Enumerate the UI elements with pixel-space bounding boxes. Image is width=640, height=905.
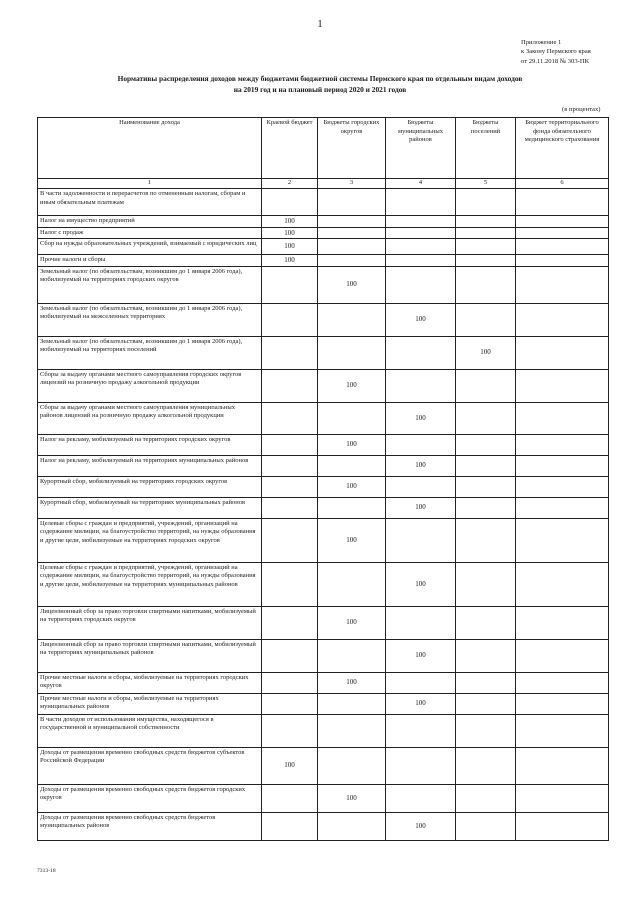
rate-cell xyxy=(516,562,609,606)
document-title xyxy=(40,74,600,95)
rate-cell xyxy=(516,518,609,562)
table-row xyxy=(38,239,609,255)
table-row xyxy=(38,216,609,228)
rate-cell xyxy=(262,369,318,402)
income-name-cell: Целевые сборы с граждан и предприятий, учреждений, организаций на содержание милиции, на благоустройство территорий, на нужды образования и другие цели, мобилизуемые на территориях городских округов xyxy=(38,518,262,562)
column-number: 1 xyxy=(38,179,262,189)
rate-cell xyxy=(262,455,318,476)
column-header: Краевой бюджет xyxy=(262,118,318,179)
table-row xyxy=(38,402,609,434)
rate-cell xyxy=(262,714,318,747)
rate-cell xyxy=(262,606,318,639)
rate-cell: 100 xyxy=(386,402,456,434)
income-name-cell: В части задолженности и перерасчетов по отмененным налогам, сборам и иным обязательным платежам xyxy=(38,189,262,216)
rate-cell xyxy=(318,562,386,606)
income-name-cell: Налог на рекламу, мобилизуемый на территориях муниципальных районов xyxy=(38,455,262,476)
rate-cell xyxy=(516,812,609,840)
rate-cell: 100 xyxy=(262,747,318,784)
rate-cell xyxy=(262,402,318,434)
rate-cell xyxy=(516,216,609,228)
rate-cell xyxy=(456,518,516,562)
table-row xyxy=(38,255,609,267)
appendix-law-line: к Закону Пермского края xyxy=(521,48,591,56)
rate-cell xyxy=(262,497,318,518)
rate-cell xyxy=(456,303,516,336)
rate-cell: 100 xyxy=(318,606,386,639)
rate-cell: 100 xyxy=(386,497,456,518)
column-header: Бюджеты городских округов xyxy=(318,118,386,179)
rate-cell xyxy=(456,497,516,518)
rate-cell xyxy=(262,672,318,693)
rate-cell xyxy=(262,693,318,714)
rate-cell xyxy=(318,239,386,255)
rate-cell xyxy=(456,216,516,228)
column-header: Бюджет территориального фонда обязательного медицинского страхования xyxy=(516,118,609,179)
income-name-cell: Лицензионный сбор за право торговли спиртными напитками, мобилизуемый на территориях городских округов xyxy=(38,606,262,639)
rate-cell xyxy=(262,476,318,497)
rate-cell xyxy=(516,476,609,497)
page-number: 1 xyxy=(317,18,323,30)
rate-cell xyxy=(516,266,609,303)
table-row xyxy=(38,639,609,672)
rate-cell xyxy=(262,562,318,606)
rate-cell: 100 xyxy=(318,672,386,693)
income-name-cell: Курортный сбор, мобилизуемый на территориях муниципальных районов xyxy=(38,497,262,518)
rate-cell xyxy=(386,476,456,497)
rate-cell xyxy=(516,255,609,267)
income-name-cell: Сборы за выдачу органами местного самоуправления городских округов лицензий на розничную продажу алкогольной продукции xyxy=(38,369,262,402)
rate-cell xyxy=(386,714,456,747)
rate-cell xyxy=(318,714,386,747)
rate-cell xyxy=(456,266,516,303)
table-row xyxy=(38,714,609,747)
table-row xyxy=(38,606,609,639)
rate-cell xyxy=(386,266,456,303)
rate-cell xyxy=(386,336,456,369)
rate-cell xyxy=(318,497,386,518)
rate-cell: 100 xyxy=(456,336,516,369)
rate-cell: 100 xyxy=(318,518,386,562)
rate-cell xyxy=(516,639,609,672)
column-header: Бюджеты поселений xyxy=(456,118,516,179)
rate-cell xyxy=(516,189,609,216)
rate-cell xyxy=(456,239,516,255)
rate-cell xyxy=(262,336,318,369)
rate-cell xyxy=(516,402,609,434)
table-row xyxy=(38,303,609,336)
rate-cell xyxy=(386,189,456,216)
rate-cell xyxy=(318,639,386,672)
table-row xyxy=(38,455,609,476)
table-row xyxy=(38,189,609,216)
rate-cell xyxy=(386,606,456,639)
column-number: 5 xyxy=(456,179,516,189)
table-row xyxy=(38,497,609,518)
appendix-line: Приложение 1 xyxy=(521,39,562,46)
income-name-cell: Сбор на нужды образовательных учреждений, взимаемый с юридических лиц xyxy=(38,239,262,255)
rate-cell xyxy=(456,562,516,606)
rate-cell xyxy=(456,672,516,693)
rate-cell xyxy=(516,434,609,455)
rate-cell xyxy=(262,784,318,812)
rate-cell xyxy=(318,303,386,336)
income-name-cell: Налог на имущество предприятий xyxy=(38,216,262,228)
table-row xyxy=(38,227,609,239)
document-code: 7313-18 xyxy=(37,868,56,874)
rate-cell: 100 xyxy=(386,455,456,476)
column-number: 2 xyxy=(262,179,318,189)
table-row xyxy=(38,562,609,606)
rate-cell xyxy=(516,693,609,714)
rate-cell xyxy=(318,747,386,784)
rate-cell xyxy=(262,434,318,455)
table-header-row xyxy=(38,118,609,179)
income-name-cell: Доходы от размещения временно свободных средств бюджетов субъектов Российской Федерации xyxy=(38,747,262,784)
income-name-cell: Земельный налог (по обязательствам, возникшим до 1 января 2006 года), мобилизуемый на территориях поселений xyxy=(38,336,262,369)
rate-cell xyxy=(456,189,516,216)
rate-cell xyxy=(516,303,609,336)
rate-cell xyxy=(318,402,386,434)
rate-cell xyxy=(516,672,609,693)
column-header: Наименование дохода xyxy=(38,118,262,179)
rate-cell xyxy=(262,639,318,672)
rate-cell: 100 xyxy=(262,227,318,239)
income-name-cell: Доходы от размещения временно свободных средств бюджетов муниципальных районов xyxy=(38,812,262,840)
table-row xyxy=(38,266,609,303)
rate-cell xyxy=(516,239,609,255)
income-name-cell: Прочие местные налоги и сборы, мобилизуемые на территориях городских округов xyxy=(38,672,262,693)
rate-cell: 100 xyxy=(386,562,456,606)
rate-cell xyxy=(386,747,456,784)
income-name-cell: Доходы от размещения временно свободных средств бюджетов городских округов xyxy=(38,784,262,812)
rate-cell xyxy=(456,476,516,497)
rate-cell xyxy=(386,518,456,562)
rate-cell xyxy=(456,747,516,784)
rate-cell xyxy=(456,369,516,402)
rate-cell xyxy=(516,336,609,369)
table-row xyxy=(38,336,609,369)
rate-cell xyxy=(516,714,609,747)
rate-cell xyxy=(456,812,516,840)
column-header: Бюджеты муниципальных районов xyxy=(386,118,456,179)
rate-cell: 100 xyxy=(318,476,386,497)
income-name-cell: Лицензионный сбор за право торговли спиртными напитками, мобилизуемый на территориях муниципальных районов xyxy=(38,639,262,672)
income-name-cell: Курортный сбор, мобилизуемый на территориях городских округов xyxy=(38,476,262,497)
income-name-cell: Земельный налог (по обязательствам, возникшим до 1 января 2006 года), мобилизуемый на межселенных территориях xyxy=(38,303,262,336)
rate-cell: 100 xyxy=(386,693,456,714)
appendix-block xyxy=(521,38,591,66)
column-number: 3 xyxy=(318,179,386,189)
rate-cell xyxy=(456,784,516,812)
rate-cell xyxy=(386,672,456,693)
column-number-row xyxy=(38,179,609,189)
rate-cell xyxy=(386,255,456,267)
rate-cell xyxy=(318,189,386,216)
rate-cell: 100 xyxy=(262,255,318,267)
rate-cell xyxy=(262,518,318,562)
income-name-cell: Прочие местные налоги и сборы, мобилизуемые на территориях муниципальных районов xyxy=(38,693,262,714)
title-line-2: на 2019 год и на плановый период 2020 и 2021 годов xyxy=(233,84,407,94)
rate-cell xyxy=(386,227,456,239)
rate-cell: 100 xyxy=(262,216,318,228)
column-number: 4 xyxy=(386,179,456,189)
rate-cell xyxy=(262,812,318,840)
income-name-cell: Сборы за выдачу органами местного самоуправления муниципальных районов лицензий на розничную продажу алкогольной продукции xyxy=(38,402,262,434)
income-name-cell: Целевые сборы с граждан и предприятий, учреждений, организаций на содержание милиции, на благоустройство территорий, на нужды образования и другие цели, мобилизуемые на территориях муниципальных районов xyxy=(38,562,262,606)
rate-cell xyxy=(318,227,386,239)
income-name-cell: Прочие налоги и сборы xyxy=(38,255,262,267)
rate-cell: 100 xyxy=(386,812,456,840)
rate-cell: 100 xyxy=(318,434,386,455)
rate-cell xyxy=(516,227,609,239)
income-name-cell: В части доходов от использования имущества, находящегося в государственной и муниципальной собственности xyxy=(38,714,262,747)
rate-cell: 100 xyxy=(318,369,386,402)
rate-cell: 100 xyxy=(386,639,456,672)
rate-cell: 100 xyxy=(318,784,386,812)
rate-cell xyxy=(456,434,516,455)
table-body xyxy=(38,189,609,841)
rate-cell xyxy=(456,693,516,714)
unit-note: (в процентах) xyxy=(562,106,601,113)
rate-cell: 100 xyxy=(318,266,386,303)
rate-cell xyxy=(456,606,516,639)
rate-cell xyxy=(456,455,516,476)
table-row xyxy=(38,518,609,562)
income-name-cell: Налог с продаж xyxy=(38,227,262,239)
rate-cell xyxy=(516,784,609,812)
table-row xyxy=(38,672,609,693)
column-number: 6 xyxy=(516,179,609,189)
rate-cell xyxy=(318,336,386,369)
rate-cell xyxy=(262,303,318,336)
rate-cell xyxy=(456,402,516,434)
rate-cell xyxy=(318,255,386,267)
rate-cell xyxy=(318,693,386,714)
rate-cell xyxy=(456,227,516,239)
table-row xyxy=(38,784,609,812)
rate-cell: 100 xyxy=(262,239,318,255)
table-row xyxy=(38,369,609,402)
rate-cell xyxy=(318,216,386,228)
rate-cell xyxy=(318,455,386,476)
table-row xyxy=(38,693,609,714)
table-row xyxy=(38,434,609,455)
rate-cell: 100 xyxy=(386,303,456,336)
rate-cell xyxy=(516,455,609,476)
rate-cell xyxy=(386,239,456,255)
rate-cell xyxy=(516,369,609,402)
rate-cell xyxy=(386,369,456,402)
table-row xyxy=(38,812,609,840)
income-name-cell: Налог на рекламу, мобилизуемый на территориях городских округов xyxy=(38,434,262,455)
rate-cell xyxy=(386,216,456,228)
table-row xyxy=(38,476,609,497)
rate-cell xyxy=(262,266,318,303)
rate-cell xyxy=(386,784,456,812)
revenue-distribution-table xyxy=(37,117,609,841)
rate-cell xyxy=(516,606,609,639)
table-row xyxy=(38,747,609,784)
title-line-1: Нормативы распределения доходов между бюджетами бюджетной системы Пермского края по отдельным видам доходов xyxy=(117,74,523,83)
income-name-cell: Земельный налог (по обязательствам, возникшим до 1 января 2006 года), мобилизуемый на территориях городских округов xyxy=(38,266,262,303)
rate-cell xyxy=(386,434,456,455)
appendix-date-line: от 29.11.2018 № 303-ПК xyxy=(521,57,590,65)
rate-cell xyxy=(456,714,516,747)
rate-cell xyxy=(318,812,386,840)
rate-cell xyxy=(262,189,318,216)
rate-cell xyxy=(516,497,609,518)
rate-cell xyxy=(456,255,516,267)
rate-cell xyxy=(516,747,609,784)
rate-cell xyxy=(456,639,516,672)
